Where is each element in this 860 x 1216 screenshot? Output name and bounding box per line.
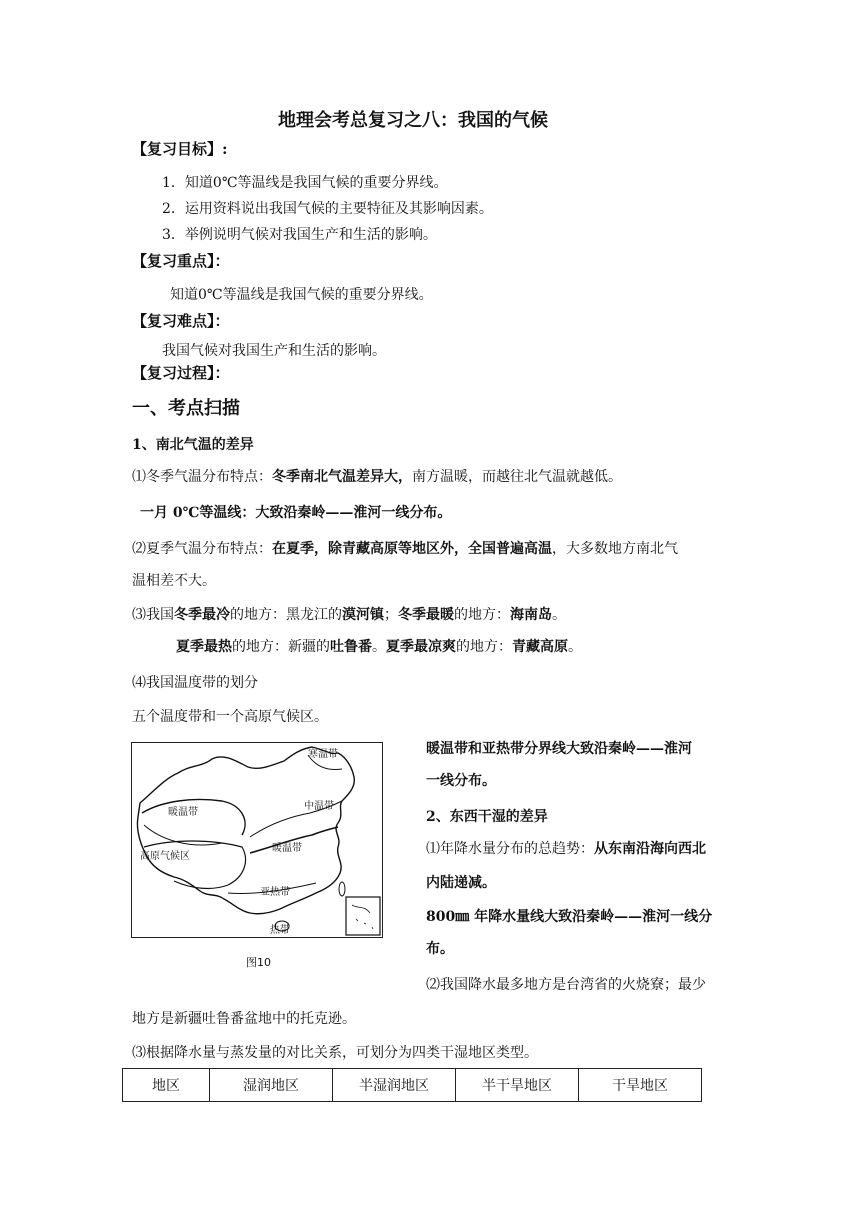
boundary-line-2: 一线分布。 (426, 773, 496, 789)
extremes-line-2: 夏季最热的地方：新疆的吐鲁番。夏季最凉爽的地方：青藏高原。 (176, 639, 582, 655)
map-label-cold-temperate: 寒温带 (308, 749, 338, 760)
map-caption: 图10 (246, 956, 271, 969)
map-label-tropical: 热带 (270, 925, 290, 936)
table-header-cell: 地区 (123, 1069, 210, 1102)
rain-extremes-line: ⑵我国降水最多地方是台湾省的火烧寮；最少 (426, 977, 706, 993)
goals-heading: 【复习目标】: (132, 140, 228, 158)
section-heading: 一、考点扫描 (132, 398, 240, 419)
goal-item-1: 1．知道0℃等温线是我国气候的重要分界线。 (162, 175, 448, 191)
map-label-mid-temperate: 中温带 (304, 801, 334, 812)
goal-item-2: 2．运用资料说出我国气候的主要特征及其影响因素。 (162, 201, 493, 217)
line800-1: 800㎜ 年降水量线大致沿秦岭——淮河一线分 (426, 909, 713, 925)
dry-wet-intro: ⑶根据降水量与蒸发量的对比关系，可划分为四类干湿地区类型。 (132, 1045, 538, 1061)
goal-item-3: 3．举例说明气候对我国生产和生活的影响。 (162, 227, 437, 243)
key-points-heading: 【复习重点】： (132, 252, 230, 270)
summer-temp-line: ⑵夏季气温分布特点：在夏季，除青藏高原等地区外，全国普遍高温，大多数地方南北气 (132, 541, 678, 557)
table-header-cell: 半湿润地区 (333, 1069, 456, 1102)
table-header-cell: 半干旱地区 (456, 1069, 579, 1102)
page-title: 地理会考总复习之八：我国的气候 (278, 110, 548, 131)
winter-temp-line: ⑴冬季气温分布特点：冬季南北气温差异大，南方温暖，而越往北气温就越低。 (132, 469, 622, 485)
boundary-line-1: 暖温带和亚热带分界线大致沿秦岭——淮河 (426, 741, 692, 757)
isotherm-line: 一月 0℃等温线：大致沿秦岭——淮河一线分布。 (140, 505, 452, 521)
process-heading: 【复习过程】： (132, 364, 230, 382)
map-label-warm-temperate-east: 暖温带 (272, 843, 302, 854)
map-label-warm-temperate-west: 暖温带 (168, 807, 198, 818)
extremes-line-1: ⑶我国冬季最冷的地方：黑龙江的漠河镇；冬季最暖的地方：海南岛。 (132, 607, 566, 623)
table-header-cell: 干旱地区 (579, 1069, 702, 1102)
key-points-text: 知道0℃等温线是我国气候的重要分界线。 (170, 287, 433, 303)
temp-heading: 1、南北气温的差异 (132, 437, 254, 453)
line800-2: 布。 (426, 941, 454, 957)
map-label-subtropical: 亚热带 (260, 887, 290, 898)
summer-temp-cont: 温相差不大。 (132, 573, 216, 589)
table-row (123, 1069, 702, 1102)
rain-extremes-cont: 地方是新疆吐鲁番盆地中的托克逊。 (132, 1011, 356, 1027)
temperature-zone-map (131, 742, 383, 938)
rain-trend-line: ⑴年降水量分布的总趋势：从东南沿海向西北 (426, 841, 706, 857)
china-outline-icon (132, 743, 381, 936)
difficulties-text: 我国气候对我国生产和生活的影响。 (162, 343, 386, 359)
map-label-plateau: 高原气候区 (140, 851, 190, 862)
difficulties-heading: 【复习难点】： (132, 312, 230, 330)
rain-trend-cont: 内陆递减。 (426, 875, 496, 891)
table-header-cell: 湿润地区 (210, 1069, 333, 1102)
zones-heading: ⑷我国温度带的划分 (132, 675, 258, 691)
moist-heading: 2、东西干湿的差异 (426, 809, 548, 825)
zones-text: 五个温度带和一个高原气候区。 (132, 709, 328, 725)
dry-wet-table (122, 1068, 702, 1102)
